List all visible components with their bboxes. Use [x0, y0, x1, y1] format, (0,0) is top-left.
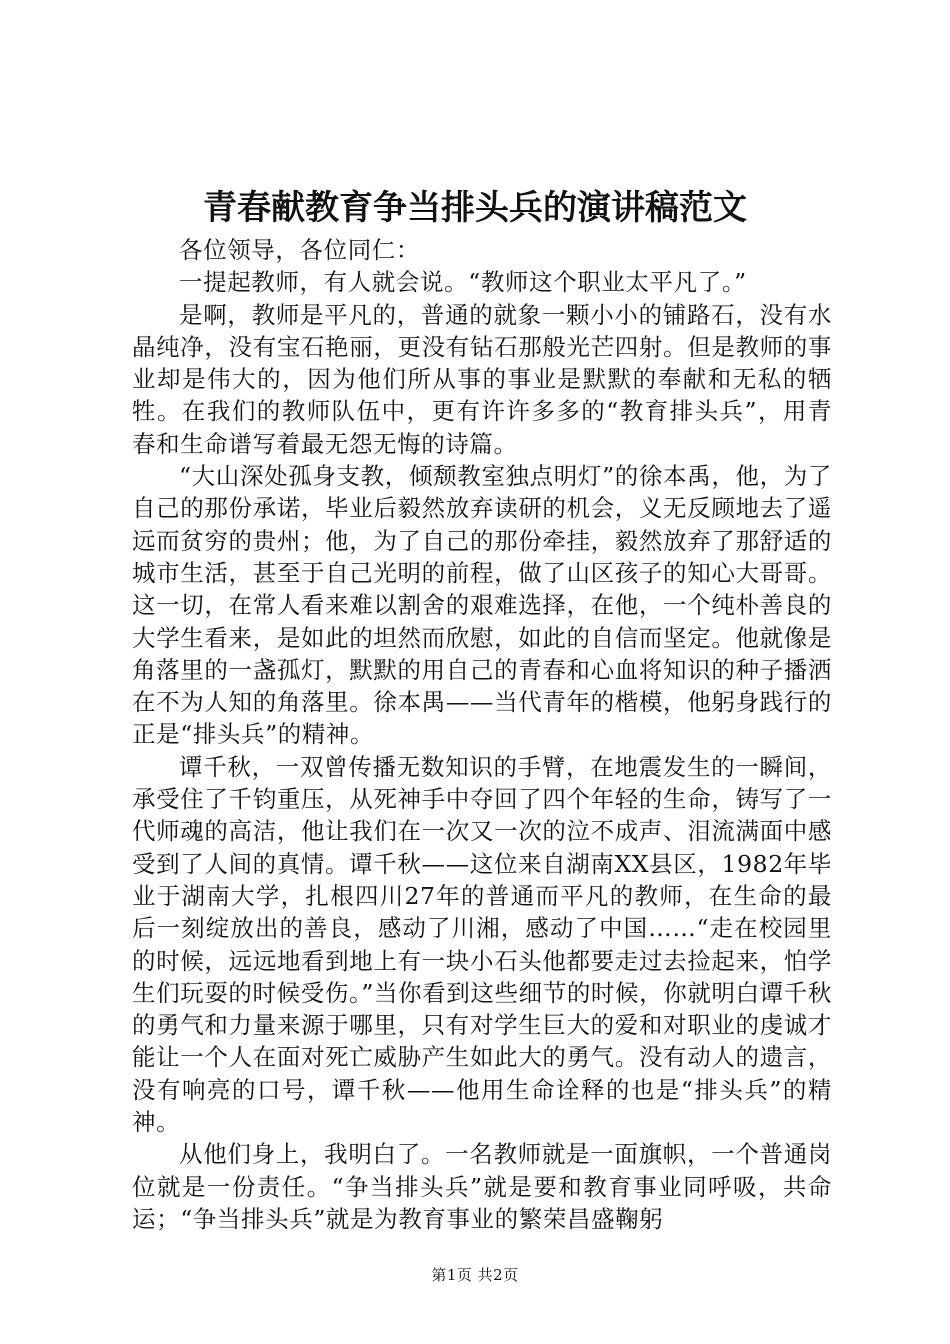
paragraph-salutation: 各位领导，各位同仁： [179, 236, 420, 264]
document-body [132, 234, 832, 1235]
paragraph: 谭千秋，一双曾传播无数知识的手臂，在地震发生的一瞬间，承受住了千钧重压，从死神手中夺回了四个年轻的生命，铸写了一代师魂的高洁，他让我们在一次又一次的泣不成声、泪流满面中感受到了人间的真情。谭千秋——这位来自湖南XX县区，1982年毕业于湖南大学，扎根四川27年的普通而平凡的教师，在生命的最后一刻绽放出的善良，感动了川湘，感动了中国……“走在校园里的时候，远远地看到地上有一块小石头他都要走过去捡起来，怕学生们玩耍的时候受伤。”当你看到这些细节的时候，你就明白谭千秋的勇气和力量来源于哪里，只有对学生巨大的爱和对职业的虔诚才能让一个人在面对死亡威胁产生如此大的勇气。没有动人的遗言，没有响亮的口号，谭千秋——他用生命诠释的也是“排头兵”的精神。 [132, 752, 832, 1137]
paragraph: 是啊，教师是平凡的，普通的就象一颗小小的铺路石，没有水晶纯净，没有宝石艳丽，更没有钻石那般光芒四射。但是教师的事业却是伟大的，因为他们所从事的事业是默默的奉献和无私的牺牲。在我们的教师队伍中，更有许许多多的“教育排头兵”，用青春和生命谱写着最无怨无悔的诗篇。 [132, 300, 832, 458]
paragraph: “大山深处孤身支教，倾颓教室独点明灯”的徐本禹，他，为了自己的那份承诺，毕业后毅然放弃读研的机会，义无反顾地去了遥远而贫穷的贵州；他，为了自己的那份牵挂，毅然放弃了那舒适的城市生活，甚至于自己光明的前程，做了山区孩子的知心大哥哥。这一切，在常人看来难以割舍的艰难选择，在他，一个纯朴善良的大学生看来，是如此的坦然而欣慰，如此的自信而坚定。他就像是角落里的一盏孤灯，默默的用自己的青春和心血将知识的种子播洒在不为人知的角落里。徐本禺——当代青年的楷模，他躬身践行的正是“排头兵”的精神。 [132, 462, 832, 749]
document-title: 青春献教育争当排头兵的演讲稿范文 [203, 188, 747, 228]
page-number-footer: 第1页 共2页 [431, 1266, 519, 1284]
paragraph: 从他们身上，我明白了。一名教师就是一面旗帜，一个普通岗位就是一份责任。“争当排头兵”就是要和教育事业同呼吸，共命运；“争当排头兵”就是为教育事业的繁荣昌盛鞠躬 [132, 1140, 832, 1233]
paragraph: 一提起教师，有人就会说。“教师这个职业太平凡了。” [179, 268, 747, 297]
